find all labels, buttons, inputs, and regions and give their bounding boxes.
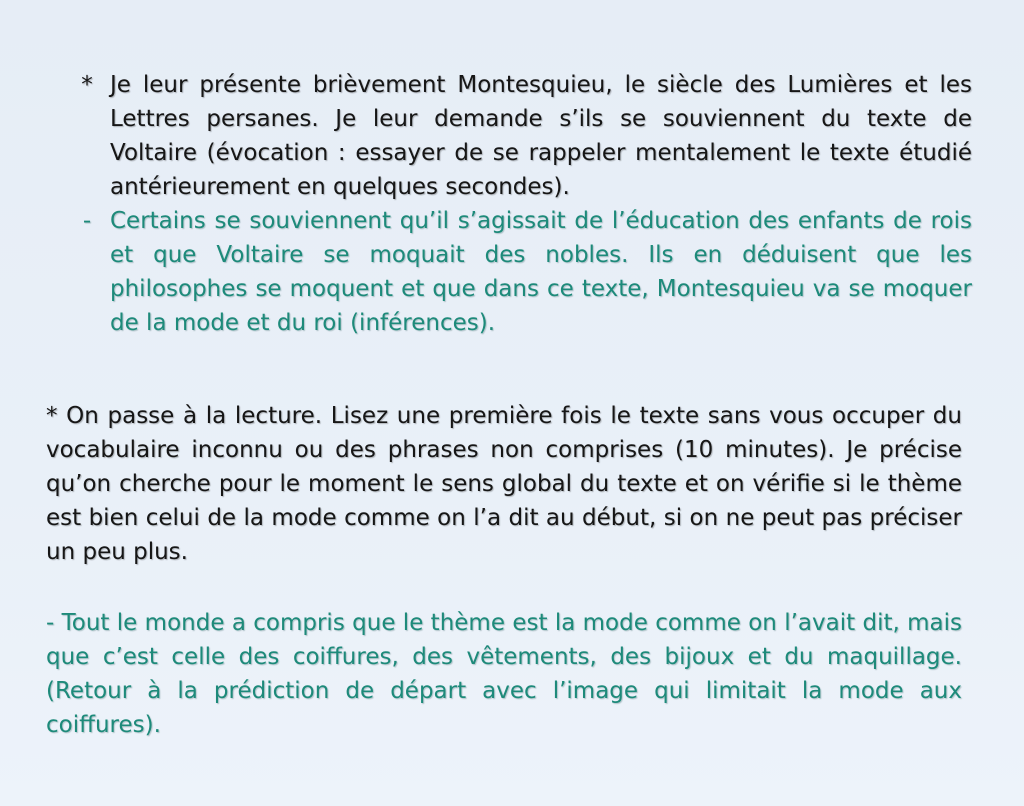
list-item-text: Certains se souviennent qu’il s’agissait de l’éducation des enfants de rois et que Voltaire se moquait des nobles. Ils en déduisent que les philosophes se moquent et que dans ce texte, Montesquieu va se moquer de la mode et du roi (inférences). — [110, 208, 972, 336]
list-item-students-answer — [64, 204, 972, 340]
list-item-presentation — [64, 68, 972, 204]
dash-bullet: - — [82, 208, 92, 234]
asterisk-bullet: * — [81, 72, 93, 98]
bullet-list — [64, 68, 972, 340]
list-item-text: Je leur présente brièvement Montesquieu, le siècle des Lumières et les Lettres persanes. Je leur demande s’ils se souviennent du texte de Voltaire (évocation : essayer de se rappeler mentalement le texte étudié antérieurement en quelques secondes). — [110, 72, 972, 200]
reading-paragraph: * On passe à la lecture. Lisez une première fois le texte sans vous occuper du vocabulaire inconnu ou des phrases non comprises (10 minutes). Je précise qu’on cherche pour le moment le sens global du texte et on vérifie si le thème est bien celui de la mode comme on l’a dit au début, si on ne peut pas préciser un peu plus. — [46, 403, 962, 565]
conclusion-paragraph: - Tout le monde a compris que le thème est la mode comme on l’avait dit, mais que c’est celle des coiffures, des vêtements, des bijoux et du maquillage. (Retour à la prédiction de départ avec l’image qui limitait la mode aux coiffures). — [46, 610, 962, 738]
